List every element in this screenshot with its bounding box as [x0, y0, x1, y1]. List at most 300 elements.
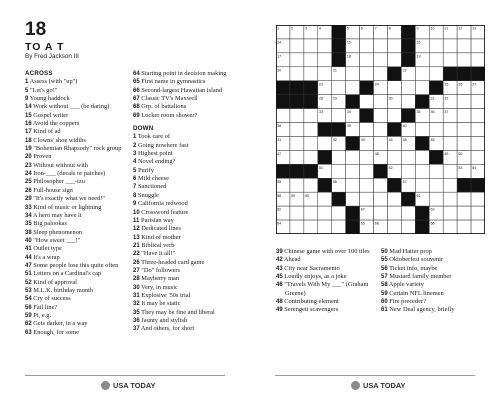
grid-block [346, 220, 360, 234]
grid-cell[interactable] [374, 192, 388, 206]
grid-cell[interactable] [332, 164, 346, 178]
down-clue [133, 200, 236, 208]
grid-cell[interactable] [346, 178, 360, 192]
clue-number: 57 [381, 274, 388, 281]
grid-cell[interactable] [471, 95, 485, 109]
grid-block [290, 164, 304, 178]
clue-text: And others, for short [139, 325, 195, 333]
clue-number: 26 [133, 259, 140, 266]
grid-cell-number: 2 [291, 26, 294, 31]
puzzle-author: By Fred Jackson III [25, 53, 79, 60]
across-clue [25, 262, 125, 270]
clue-text: "Travels With My ___" (Graham Greene) [282, 281, 369, 297]
grid-cell-number: 19 [416, 54, 421, 59]
grid-cell[interactable] [374, 109, 388, 123]
clue-number: 54 [25, 296, 32, 303]
clue-number: 39 [276, 249, 283, 255]
grid-cell[interactable] [429, 67, 443, 81]
grid-cell[interactable] [360, 123, 374, 137]
grid-cell[interactable] [387, 53, 401, 67]
across-clue [25, 87, 125, 95]
down-clue [381, 256, 481, 264]
clue-text: Big palookas [31, 220, 67, 228]
grid-cell[interactable] [471, 39, 485, 53]
usa-today-dot-icon [101, 381, 110, 390]
grid-cell[interactable] [429, 53, 443, 67]
clue-text: They may be fine and liberal [139, 308, 215, 316]
grid-cell[interactable] [374, 206, 388, 220]
clue-number: 29 [25, 196, 32, 203]
down-clue [133, 242, 236, 250]
down-clue [133, 183, 236, 191]
across-clue [25, 120, 125, 128]
grid-cell[interactable] [457, 123, 471, 137]
grid-cell[interactable] [332, 220, 346, 234]
grid-cell-number: 60 [305, 193, 310, 198]
across-clue [25, 304, 125, 312]
grid-cell-number: 27 [472, 82, 477, 87]
down-clue [133, 142, 236, 150]
clue-text: M.L.K. birthday month [31, 286, 94, 294]
grid-cell-number: 58 [277, 193, 282, 198]
clue-number: 48 [276, 299, 283, 306]
grid-cell[interactable] [318, 192, 332, 206]
grid-cell[interactable] [429, 192, 443, 206]
grid-cell[interactable] [304, 123, 318, 137]
footer-logo [101, 381, 155, 390]
grid-cell[interactable] [304, 178, 318, 192]
grid-cell[interactable] [360, 53, 374, 67]
clue-number: 44 [25, 254, 32, 261]
clue-text: Mild cheese [136, 175, 169, 183]
grid-cell[interactable] [387, 109, 401, 123]
grid-cell-number: 12 [458, 26, 463, 31]
grid-cell[interactable] [360, 95, 374, 109]
grid-cell-number: 52 [388, 165, 393, 170]
grid-cell[interactable] [290, 220, 304, 234]
clue-text: Gets darker, in a way [31, 320, 88, 328]
down-clue [133, 267, 236, 275]
grid-cell[interactable] [374, 53, 388, 67]
grid-block [360, 109, 374, 123]
grid-cell[interactable] [304, 136, 318, 150]
grid-block [276, 81, 290, 95]
clue-text: Serengeti scavengers [282, 306, 339, 314]
grid-cell[interactable] [471, 150, 485, 164]
grid-block [304, 81, 318, 95]
grid-cell[interactable] [471, 192, 485, 206]
clue-text: Certain NFL linemen [387, 289, 444, 297]
grid-cell-number: 49 [444, 152, 449, 156]
clue-number: 5 [133, 167, 137, 174]
clue-number: 2 [133, 142, 137, 149]
clue-number: 49 [276, 307, 283, 314]
grid-cell-number: 67 [360, 207, 365, 212]
grid-cell-number: 11 [444, 26, 449, 31]
clue-text: Ahead [282, 256, 301, 264]
grid-block [332, 39, 346, 53]
clue-text: Grp. of battalions [139, 103, 187, 111]
grid-cell[interactable] [443, 39, 457, 53]
clue-text: Classic TV's Maxwell [139, 95, 198, 103]
grid-cell[interactable] [304, 39, 318, 53]
grid-cell-number: 23 [319, 82, 323, 87]
grid-cell[interactable] [360, 39, 374, 53]
grid-cell[interactable] [304, 220, 318, 234]
grid-block [415, 95, 429, 109]
grid-cell[interactable] [318, 53, 332, 67]
grid-cell[interactable] [415, 150, 429, 164]
grid-cell[interactable] [290, 53, 304, 67]
grid-cell-number: 24 [374, 82, 379, 87]
grid-cell[interactable] [332, 109, 346, 123]
grid-cell[interactable] [401, 164, 415, 178]
across-clue [25, 170, 125, 178]
across-clue [25, 312, 125, 320]
across-clue [133, 78, 236, 86]
clue-number: 10 [133, 209, 140, 216]
clue-text: Gospel writer [31, 111, 69, 119]
grid-block [415, 206, 429, 220]
clue-text: "Do" followers [139, 266, 181, 274]
clue-number: 12 [133, 226, 140, 233]
grid-cell[interactable] [346, 67, 360, 81]
clue-text: It's a wrap [31, 253, 60, 261]
clue-number: 34 [25, 212, 32, 219]
down-clue [133, 250, 236, 258]
grid-cell-number: 65 [360, 221, 365, 226]
grid-cell-number: 9 [416, 26, 419, 31]
down-clue [133, 309, 236, 317]
grid-cell[interactable] [318, 206, 332, 220]
across-clue [25, 112, 125, 120]
across-clue [133, 87, 236, 95]
clue-number: 40 [25, 237, 32, 244]
down-clue [381, 298, 481, 306]
right-page [250, 0, 500, 403]
grid-cell[interactable] [332, 150, 346, 164]
across-clue [133, 112, 236, 120]
grid-cell[interactable] [401, 81, 415, 95]
clue-text: "Bohemian Rhapsody" rock group [31, 145, 122, 153]
grid-cell-number: 57 [402, 179, 407, 184]
across-clue [25, 245, 125, 253]
clue-text: Assess (with "up") [28, 78, 78, 86]
grid-cell-number: 41 [277, 138, 282, 143]
grid-cell[interactable] [401, 220, 415, 234]
grid-cell[interactable] [290, 150, 304, 164]
grid-block [401, 53, 415, 67]
grid-cell[interactable] [457, 220, 471, 234]
grid-cell[interactable] [457, 206, 471, 220]
down-clue [133, 167, 236, 175]
grid-cell[interactable] [360, 150, 374, 164]
down-clue [381, 248, 481, 256]
grid-cell[interactable] [457, 39, 471, 53]
clue-number: 23 [25, 162, 32, 169]
across-clue [25, 287, 125, 295]
grid-cell[interactable] [443, 164, 457, 178]
across-clue [25, 270, 125, 278]
grid-cell[interactable] [429, 39, 443, 53]
grid-cell[interactable] [360, 164, 374, 178]
clue-text: Philosopher ___-tzu [31, 178, 85, 186]
across-clue [25, 178, 125, 186]
clue-text: Full-house sign [31, 186, 73, 194]
grid-cell[interactable] [346, 192, 360, 206]
across-clue [133, 103, 236, 111]
grid-cell[interactable] [387, 81, 401, 95]
grid-block [276, 95, 290, 109]
down-clues-continued-b [381, 248, 481, 315]
grid-cell-number: 46 [430, 138, 435, 143]
grid-cell[interactable] [471, 53, 485, 67]
clue-text: Dedicated lines [139, 225, 181, 233]
grid-cell[interactable] [471, 123, 485, 137]
down-clue [133, 217, 236, 225]
usa-today-dot-icon [351, 381, 360, 390]
grid-cell[interactable] [387, 39, 401, 53]
grid-cell[interactable] [374, 123, 388, 137]
grid-cell[interactable] [318, 67, 332, 81]
clue-number: 59 [381, 290, 388, 297]
grid-cell[interactable] [457, 53, 471, 67]
clue-text: Explosive '50s trial [139, 291, 191, 299]
grid-cell-number: 35 [416, 110, 421, 115]
clue-text: Iron-___ (decals or patches) [31, 170, 106, 178]
grid-cell-number: 25 [444, 82, 449, 87]
grid-cell-number: 66 [430, 221, 435, 226]
down-clue [381, 265, 481, 273]
grid-cell[interactable] [304, 150, 318, 164]
grid-cell[interactable] [290, 206, 304, 220]
down-clue [276, 265, 376, 273]
grid-cell[interactable] [360, 67, 374, 81]
grid-cell-number: 15 [346, 40, 351, 45]
clue-number: 62 [25, 321, 32, 328]
grid-cell[interactable] [387, 220, 401, 234]
clue-text: Fire preceder? [387, 298, 427, 306]
grid-block [401, 25, 415, 39]
clue-number: 8 [133, 192, 137, 199]
down-clue [276, 248, 376, 256]
grid-block [304, 95, 318, 109]
grid-cell[interactable] [290, 178, 304, 192]
grid-cell[interactable] [346, 81, 360, 95]
grid-cell[interactable] [471, 109, 485, 123]
grid-cell[interactable] [401, 95, 415, 109]
grid-cell[interactable] [429, 164, 443, 178]
grid-cell[interactable] [374, 95, 388, 109]
grid-cell[interactable] [360, 192, 374, 206]
grid-cell[interactable] [304, 206, 318, 220]
grid-cell[interactable] [360, 178, 374, 192]
clue-text: Young haddock [28, 95, 70, 103]
grid-cell[interactable] [443, 220, 457, 234]
grid-cell[interactable] [346, 150, 360, 164]
grid-cell[interactable] [304, 109, 318, 123]
grid-cell[interactable] [415, 164, 429, 178]
grid-cell[interactable] [471, 206, 485, 220]
clue-number: 26 [25, 187, 32, 194]
grid-cell-number: 63 [430, 207, 435, 212]
grid-cell-number: 48 [374, 152, 379, 156]
clue-number: 11 [133, 217, 140, 224]
grid-block [346, 136, 360, 150]
grid-cell[interactable] [374, 39, 388, 53]
clue-text: Highest point [136, 150, 173, 158]
crossword-grid[interactable] [276, 25, 485, 234]
across-clue [25, 229, 125, 237]
grid-cell[interactable] [443, 53, 457, 67]
clue-number: 22 [133, 251, 140, 258]
grid-cell-number: 34 [346, 110, 351, 115]
clue-number: 56 [25, 304, 32, 311]
grid-cell[interactable] [290, 136, 304, 150]
clue-number: 66 [133, 87, 140, 94]
clue-text: Work without ___ (be daring) [31, 103, 110, 111]
clue-number: 9 [133, 201, 137, 208]
grid-cell[interactable] [374, 67, 388, 81]
clue-text: Enough, for some [31, 328, 79, 336]
grid-cell[interactable] [332, 81, 346, 95]
grid-cell-number: 64 [277, 221, 282, 226]
grid-cell[interactable] [401, 206, 415, 220]
grid-block [443, 67, 457, 81]
grid-cell[interactable] [304, 67, 318, 81]
grid-cell-number: 17 [277, 54, 282, 59]
clue-text: Avoid the coppers [31, 120, 80, 128]
clue-number: 32 [133, 301, 140, 308]
grid-cell[interactable] [290, 67, 304, 81]
clue-text: Jaunty and stylish [139, 316, 188, 324]
grid-cell[interactable] [443, 136, 457, 150]
grid-cell[interactable] [429, 178, 443, 192]
down-clue [381, 273, 481, 281]
grid-cell[interactable] [374, 136, 388, 150]
grid-cell[interactable] [415, 67, 429, 81]
grid-cell[interactable] [318, 220, 332, 234]
grid-cell[interactable] [415, 178, 429, 192]
grid-cell-number: 47 [277, 152, 282, 156]
clue-number: 21 [133, 242, 140, 249]
clue-number: 63 [25, 329, 32, 336]
grid-cell[interactable] [387, 206, 401, 220]
clue-number: 52 [25, 279, 32, 286]
grid-cell[interactable] [471, 220, 485, 234]
grid-cell-number: 33 [319, 110, 323, 115]
grid-cell-number: 62 [277, 207, 282, 212]
clue-text: Sleep phenomenon [31, 228, 83, 236]
grid-cell[interactable] [457, 109, 471, 123]
clue-text: New Deal agency, briefly [387, 306, 455, 314]
down-clue [133, 133, 236, 141]
clue-number: 45 [276, 274, 283, 281]
grid-cell[interactable] [429, 123, 443, 137]
grid-cell-number: 32 [444, 96, 449, 101]
clue-number: 51 [25, 271, 32, 278]
down-clue [133, 175, 236, 183]
clue-number: 20 [25, 154, 32, 161]
clue-number: 38 [25, 229, 32, 236]
across-clue [25, 137, 125, 145]
grid-cell[interactable] [457, 192, 471, 206]
grid-cell-number: 8 [388, 26, 391, 31]
grid-cell[interactable] [290, 39, 304, 53]
grid-cell[interactable] [457, 136, 471, 150]
down-clue [133, 284, 236, 292]
grid-cell[interactable] [318, 136, 332, 150]
grid-cell[interactable] [443, 206, 457, 220]
clue-text: Mad Hatter prop [387, 248, 432, 255]
grid-cell[interactable] [471, 136, 485, 150]
clue-number: 14 [25, 104, 32, 111]
grid-cell[interactable] [457, 95, 471, 109]
grid-cell[interactable] [276, 109, 290, 123]
grid-block [290, 95, 304, 109]
grid-cell[interactable] [415, 123, 429, 137]
clue-number: 5 [25, 87, 29, 94]
across-clue [25, 153, 125, 161]
grid-cell[interactable] [415, 81, 429, 95]
clue-text: "Have it all!" [139, 250, 176, 258]
grid-cell-number: 3 [305, 26, 308, 31]
grid-cell-number: 53 [458, 165, 463, 170]
grid-cell[interactable] [346, 164, 360, 178]
grid-cell[interactable] [443, 178, 457, 192]
across-clue [25, 279, 125, 287]
clue-text: "Let's go!" [28, 86, 58, 94]
grid-cell-number: 59 [291, 193, 296, 198]
grid-cell-number: 36 [430, 110, 435, 115]
grid-cell-number: 22 [402, 68, 407, 73]
clue-number: 53 [25, 287, 32, 294]
clue-text: Novel ending? [136, 158, 176, 166]
grid-cell[interactable] [290, 109, 304, 123]
grid-cell[interactable] [387, 192, 401, 206]
down-clue [133, 259, 236, 267]
grid-cell[interactable] [332, 206, 346, 220]
across-clue [25, 237, 125, 245]
down-clue [133, 209, 236, 217]
grid-cell-number: 38 [277, 124, 282, 129]
grid-block [415, 136, 429, 150]
down-clue [276, 306, 376, 314]
grid-cell[interactable] [304, 53, 318, 67]
grid-cell[interactable] [290, 123, 304, 137]
clue-number: 1 [25, 79, 29, 86]
grid-block [374, 164, 388, 178]
clue-text: Going nowhere fast [136, 141, 189, 149]
grid-cell[interactable] [387, 150, 401, 164]
grid-block [457, 67, 471, 81]
grid-cell[interactable] [401, 150, 415, 164]
grid-cell[interactable] [318, 39, 332, 53]
down-clue [133, 325, 236, 333]
across-clue [25, 145, 125, 153]
across-clue [25, 329, 125, 337]
clue-text: Clowns' shoe widths [31, 136, 86, 144]
grid-cell[interactable] [374, 178, 388, 192]
grid-cell[interactable] [443, 123, 457, 137]
clue-text: Locker room shower? [139, 111, 198, 119]
grid-block [471, 67, 485, 81]
clue-number: 60 [381, 299, 388, 306]
grid-cell[interactable] [443, 192, 457, 206]
grid-cell-number: 29 [332, 96, 337, 101]
clue-text: Ticket info, maybe [387, 264, 438, 272]
clue-number: 24 [25, 171, 32, 178]
